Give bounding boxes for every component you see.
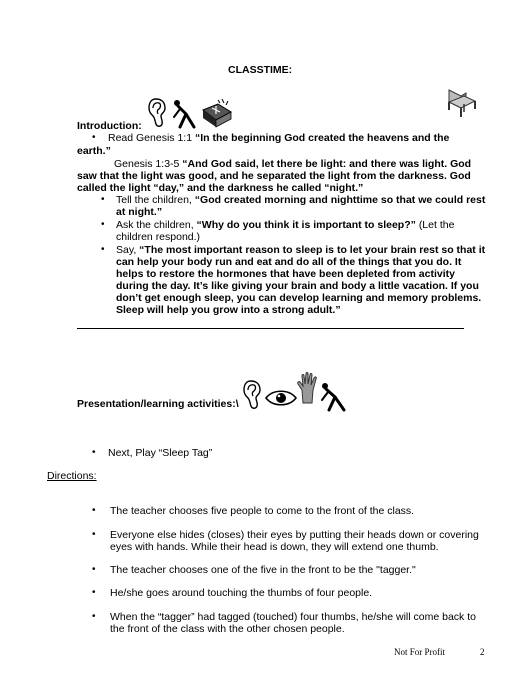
intro-text: Read Genesis 1:1 — [108, 132, 195, 144]
intro-quote: “Why do you think it is important to sleep?” — [196, 219, 419, 231]
intro-quote: helps to restore the hormones that have been depleted from activity — [116, 268, 455, 280]
intro-text: Tell the children, — [116, 194, 195, 206]
bullet-icon: • — [92, 505, 96, 516]
scripture-quote: earth.” — [77, 145, 111, 157]
bullet-icon: • — [101, 244, 105, 255]
bullet-icon: • — [92, 611, 96, 622]
scripture-quote: “And God said, let there be light: and there was light. God — [182, 158, 472, 170]
directions-label: Directions: — [47, 470, 97, 482]
ear-icon — [148, 98, 170, 128]
section-divider — [77, 328, 464, 329]
footer-note: Not For Profit — [394, 647, 446, 657]
bible-icon — [198, 98, 234, 130]
presentation-label: Presentation/learning activities:\ — [77, 398, 239, 410]
list-item: He/she goes around touching the thumbs of four people. — [110, 587, 373, 599]
page-number: 2 — [480, 647, 485, 657]
stretching-person-icon — [172, 99, 198, 129]
intro-quote: don’t get enough sleep, you can develop learning and memory problems. — [116, 292, 482, 304]
bullet-icon: • — [92, 564, 96, 575]
intro-quote: during the day. It’s like giving your brain and body a little vacation. If you — [116, 280, 479, 292]
bullet-icon: • — [92, 529, 96, 540]
eye-icon — [265, 389, 297, 407]
activity-item: Next, Play “Sleep Tag” — [108, 447, 213, 459]
intro-quote: at night.” — [116, 206, 163, 218]
bullet-icon: • — [92, 447, 96, 458]
bullet-icon: • — [101, 194, 105, 205]
scripture-quote: saw that the light was good, and he separated the light from the darkness. God — [77, 170, 471, 182]
bullet-icon: • — [101, 219, 105, 230]
scripture-quote: “In the beginning God created the heavens and the — [194, 132, 450, 144]
intro-quote: can help your body run and eat and do all of the things that you do. It — [116, 256, 462, 268]
list-item: the front of the class with the other chosen people. — [110, 623, 345, 635]
intro-text: Say, — [116, 244, 140, 256]
scripture-quote: called the light “day,” and the darkness he called “night.” — [77, 182, 364, 194]
introduction-label: Introduction: — [77, 120, 142, 132]
intro-line — [116, 194, 485, 207]
intro-text: children respond.) — [116, 231, 201, 243]
ear-icon — [243, 380, 265, 410]
list-item: Everyone else hides (closes) their eyes by putting their heads down or covering — [110, 529, 479, 541]
list-item: The teacher chooses one of the five in the front to be the "tagger." — [110, 564, 416, 576]
intro-quote: Sleep will help you grow into a strong adult.” — [116, 304, 341, 316]
page-title: CLASSTIME: — [228, 64, 293, 76]
intro-quote: “God created morning and nighttime so that we could rest — [194, 194, 486, 206]
chair-icon — [446, 86, 478, 120]
intro-text: (Let the — [418, 219, 455, 231]
stretching-person-icon — [320, 382, 348, 412]
list-item: The teacher chooses five people to come to the front of the class. — [110, 505, 415, 517]
list-item: eyes with hands. While their head is down, they will extend one thumb. — [110, 541, 439, 553]
hand-icon — [297, 372, 319, 404]
list-item: When the “tagger” had tagged (touched) four thumbs, he/she will come back to — [110, 611, 476, 623]
intro-quote: “The most important reason to sleep is to let your brain rest so that it — [139, 244, 486, 256]
intro-text: Ask the children, — [116, 219, 197, 231]
scripture-reference: Genesis 1:3-5 — [114, 158, 183, 170]
intro-line — [108, 132, 449, 145]
bullet-icon: • — [92, 132, 96, 143]
bullet-icon: • — [92, 587, 96, 598]
